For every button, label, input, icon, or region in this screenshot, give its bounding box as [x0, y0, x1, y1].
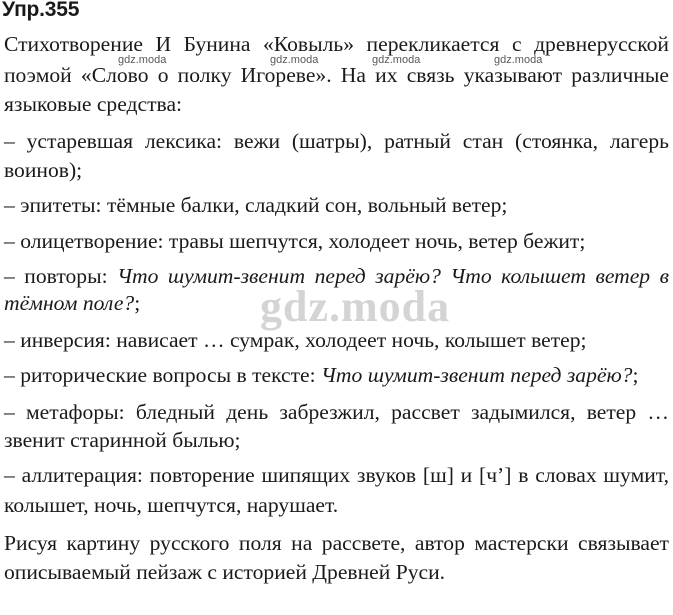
- repeats-label: – повторы:: [4, 264, 118, 288]
- repeats-line-2: [4, 288, 669, 318]
- watermark-small: gdz.moda: [118, 54, 167, 66]
- repeats-quote-1: Что шумит-звенит перед зарёю? Что колышет ветер в: [117, 264, 669, 288]
- rhetorical-label: – риторические вопросы в тексте:: [4, 363, 322, 387]
- repeats-line-1: [4, 261, 669, 291]
- alliteration-line-1: – аллитерация: повторение шипящих звуков [ш] и [ч’] в словах шумит,: [4, 463, 669, 487]
- repeats-end: ;: [134, 291, 141, 315]
- watermark-small: gdz.moda: [372, 54, 421, 66]
- archaic-line-2: воинов);: [4, 158, 83, 182]
- metaphors-line-2: звенит старинной былью;: [4, 428, 241, 452]
- exercise-title: Упр.355: [2, 0, 80, 21]
- conclusion-line-2: описываемый пейзаж с историей Древней Руси.: [4, 560, 446, 584]
- epithets-line: – эпитеты: тёмные балки, сладкий сон, вольный ветер;: [4, 193, 508, 217]
- inversion-line: – инверсия: нависает … сумрак, холодеет ночь, колышет ветер;: [4, 328, 587, 352]
- archaic-line-1: – устаревшая лексика: вежи (шатры), ратный стан (стоянка, лагерь: [4, 129, 669, 153]
- intro-line-2: поэмой «Слово о полку Игореве». На их связь указывают различные: [4, 63, 669, 87]
- rhetorical-line: [4, 360, 669, 390]
- intro-line-1: Стихотворение И Бунина «Ковыль» перекликается с древнерусской: [4, 32, 669, 56]
- intro-line-3: языковые средства:: [4, 92, 183, 116]
- conclusion-line-1: Рисуя картину русского поля на рассвете, автор мастерски связывает: [4, 531, 669, 555]
- watermark-small: gdz.moda: [494, 54, 543, 66]
- metaphors-line-1: – метафоры: бледный день забрезжил, рассвет задымился, ветер …: [4, 400, 669, 424]
- repeats-quote-2: тёмном поле?: [4, 291, 135, 315]
- watermark-large: gdz.moda: [260, 282, 451, 331]
- rhetorical-quote: Что шумит-звенит перед зарёю?: [321, 363, 633, 387]
- rhetorical-end: ;: [632, 363, 639, 387]
- alliteration-line-2: колышет, ночь, шепчутся, нарушает.: [4, 493, 339, 517]
- personification-line: – олицетворение: травы шепчутся, холодеет ночь, ветер бежит;: [4, 229, 586, 253]
- watermark-small: gdz.moda: [270, 54, 319, 66]
